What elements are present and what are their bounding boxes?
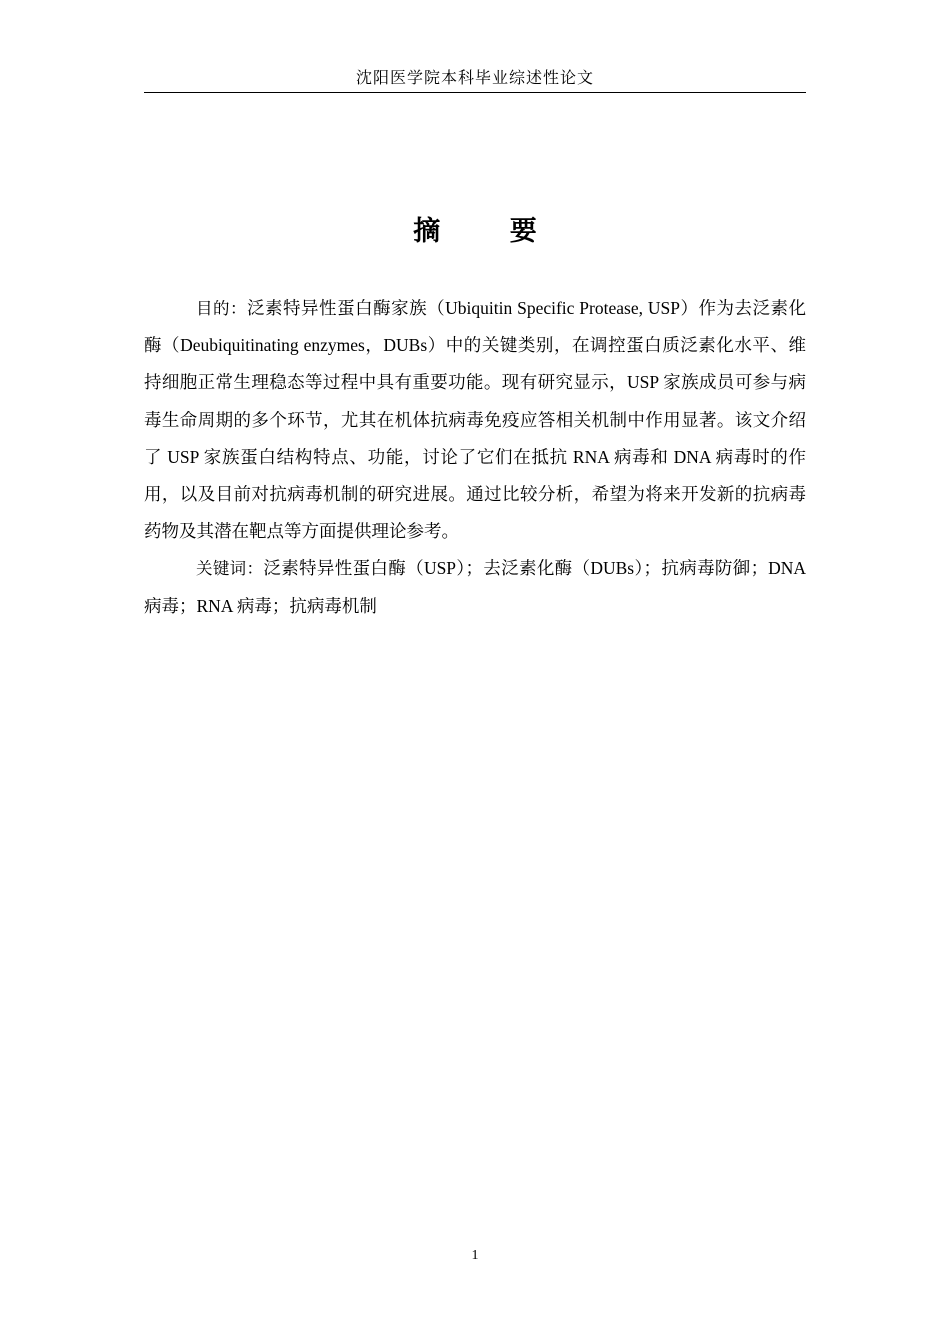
abstract-body	[144, 290, 806, 625]
page-number: 1	[471, 1248, 479, 1263]
header-title: 沈阳医学院本科毕业综述性论文	[355, 70, 594, 87]
keywords-label: 关键词：	[196, 559, 264, 579]
abstract-title: 摘 要	[413, 216, 567, 247]
objective-paragraph	[144, 290, 806, 550]
objective-label: 目的：	[196, 299, 248, 318]
keywords-paragraph	[144, 550, 806, 624]
page-header	[144, 66, 806, 93]
keywords-text: 泛素特异性蛋白酶（USP）；去泛素化酶（DUBs）；抗病毒防御；DNA 病毒；RNA 病毒；抗病毒机制	[144, 558, 807, 616]
objective-text: 泛素特异性蛋白酶家族（Ubiquitin Specific Protease, USP）作为去泛素化酶（Deubiquitinating enzymes，DUBs）中的关键类别，在调控蛋白质泛素化水平、维持细胞正常生理稳态等过程中具有重要功能。现有研究显示，USP 家族成员可参与病毒生命周期的多个环节，尤其在机体抗病毒免疫应答相关机制中作用显著。该文介绍了 USP 家族蛋白结构特点、功能，讨论了它们在抵抗 RNA 病毒和 DNA 病毒时的作用，以及目前对抗病毒机制的研究进展。通过比较分析，希望为将来开发新的抗病毒药物及其潜在靶点等方面提供理论参考。	[144, 298, 807, 542]
